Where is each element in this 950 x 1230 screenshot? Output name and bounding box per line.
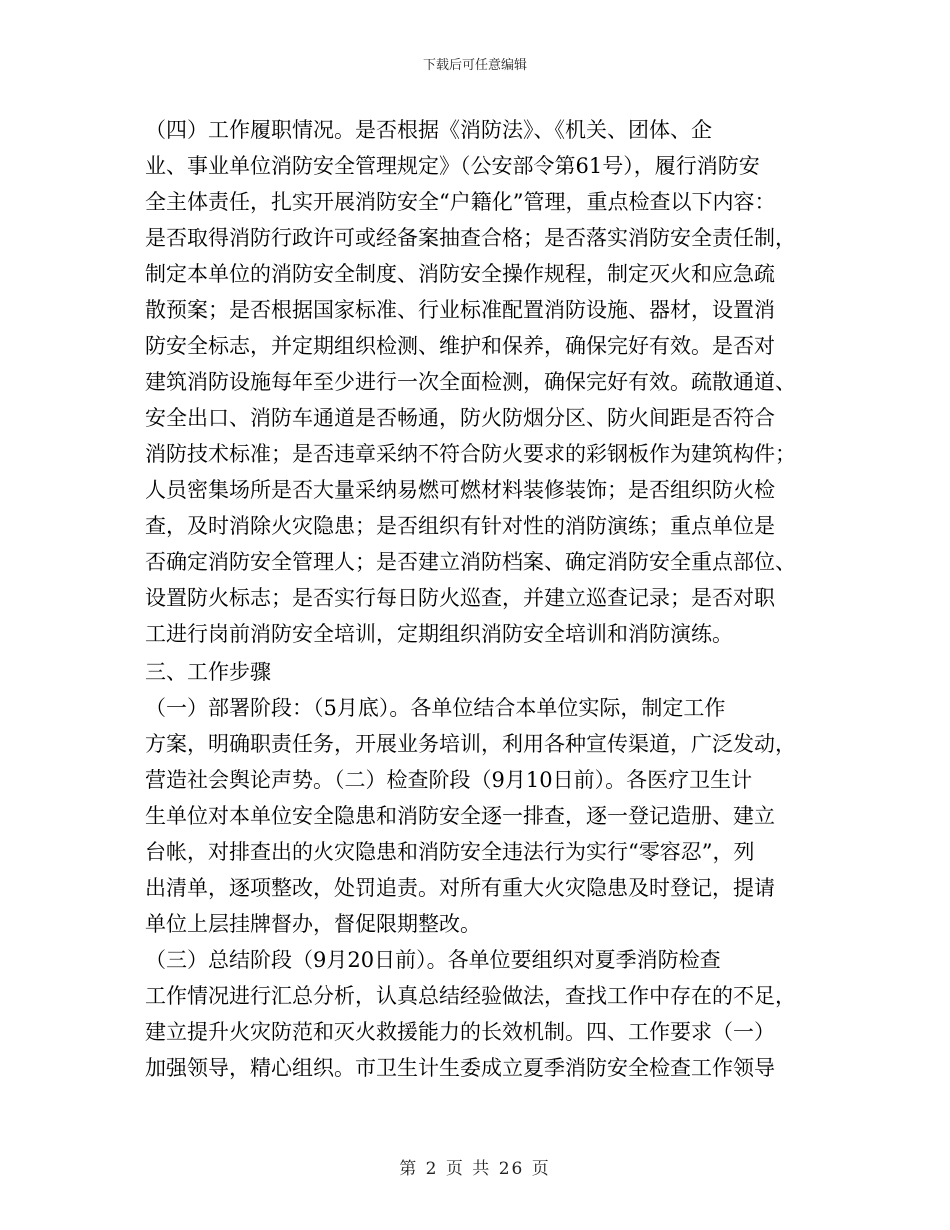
text-line: 工作情况进行汇总分析，认真总结经验做法，查找工作中存在的不足， [145,984,796,1008]
text-line: 散预案；是否根据国家标准、行业标准配置消防设施、器材，设置消 [145,298,775,322]
page-header: 下载后可任意编辑 [422,58,527,73]
text-line: 安全出口、消防车通道是否畅通，防火防烟分区、防火间距是否符合 [145,406,775,430]
text-line: 营造社会舆论声势。（二）检查阶段（9月10日前）。各医疗卫生计 [145,768,753,792]
text-line: 生单位对本单位安全隐患和消防安全逐一排查，逐一登记造册、建立 [145,804,775,828]
text-line: 制定本单位的消防安全制度、消防安全操作规程，制定灭火和应急疏 [145,262,775,286]
text-line: 建筑消防设施每年至少进行一次全面检测，确保完好有效。疏散通道、 [145,370,796,394]
text-line: 建立提升火灾防范和灭火救援能力的长效机制。四、工作要求（一） [145,1020,775,1044]
text-line: 加强领导，精心组织。市卫生计生委成立夏季消防安全检查工作领导 [145,1056,775,1080]
text-line: 防安全标志，并定期组织检测、维护和保养，确保完好有效。是否对 [145,334,775,358]
text-line: 方案，明确职责任务，开展业务培训，利用各种宣传渠道，广泛发动， [145,732,796,756]
text-line: 否确定消防安全管理人；是否建立消防档案、确定消防安全重点部位、 [145,550,796,574]
page-number-footer: 第 2 页 共 26 页 [399,1159,551,1179]
text-line: 人员密集场所是否大量采纳易燃可燃材料装修装饰；是否组织防火检 [145,478,775,502]
text-line: 单位上层挂牌督办，督促限期整改。 [145,912,481,936]
document-body [145,112,815,1086]
section-heading: 三、工作步骤 [145,660,271,684]
text-line: 业、事业单位消防安全管理规定》（公安部令第61号），履行消防安 [145,154,760,178]
text-line: 是否取得消防行政许可或经备案抽查合格；是否落实消防安全责任制， [145,226,796,250]
text-line: （四）工作履职情况。是否根据《消防法》、《机关、团体、企 [145,118,712,142]
text-line: 出清单，逐项整改，处罚追责。对所有重大火灾隐患及时登记，提请 [145,876,775,900]
text-line: 查，及时消除火灾隐患；是否组织有针对性的消防演练；重点单位是 [145,514,775,538]
text-line: 设置防火标志；是否实行每日防火巡查，并建立巡查记录；是否对职 [145,586,775,610]
text-line: 消防技术标准；是否违章采纳不符合防火要求的彩钢板作为建筑构件； [145,442,796,466]
text-line: 全主体责任，扎实开展消防安全“户籍化”管理，重点检查以下内容： [145,190,776,214]
text-line: 台帐，对排查出的火灾隐患和消防安全违法行为实行“零容忍”，列 [145,840,755,864]
text-line: 工进行岗前消防安全培训，定期组织消防安全培训和消防演练。 [145,622,733,646]
text-line: （一）部署阶段：（5月底）。各单位结合本单位实际，制定工作 [145,696,726,720]
text-line: （三）总结阶段（9月20日前）。各单位要组织对夏季消防检查 [145,948,721,972]
